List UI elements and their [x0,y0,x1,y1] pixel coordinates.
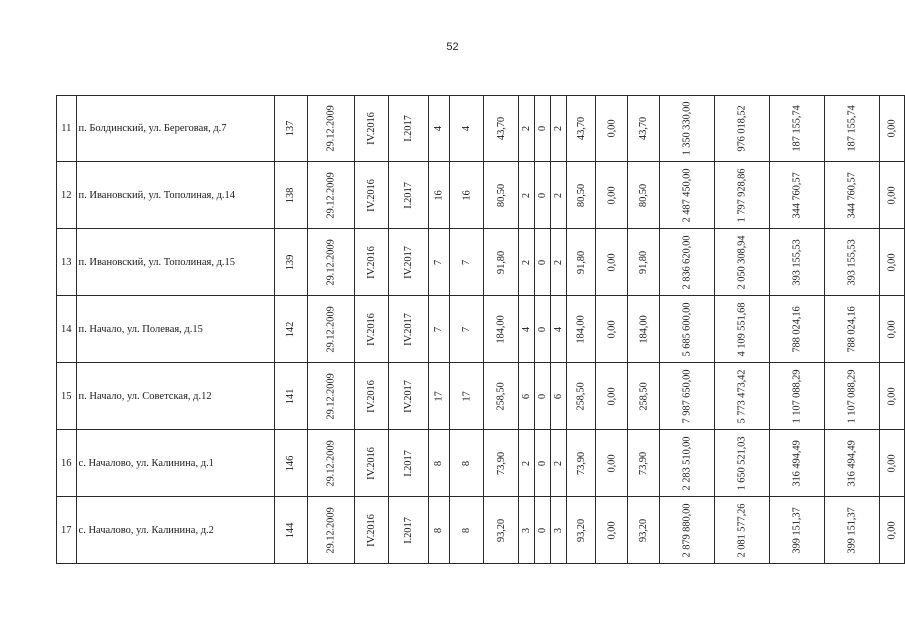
cell-value: 187 155,74 [791,105,803,152]
cell-value: 8 [433,460,445,466]
page-number: 52 [446,41,459,53]
value-cell-c10 [550,96,566,162]
cell-value: 0,00 [606,521,618,539]
cell-value: 0,00 [606,186,618,204]
cell-value: 4 109 551,68 [736,302,748,356]
value-cell-c8 [519,430,534,497]
value-cell-c17 [825,162,880,229]
cell-value: 184,00 [495,314,507,344]
cell-value: 4 [520,326,532,332]
value-cell-c2 [307,229,354,296]
cell-value: IV.2017 [402,312,414,346]
cell-value: 184,00 [638,314,650,344]
value-cell-c12 [596,229,628,296]
cell-value: 142 [285,321,297,337]
row-number-cell: 15 [57,363,77,430]
cell-value: I.2017 [402,115,414,142]
value-cell-c7 [484,497,519,564]
cell-value: 0,00 [606,387,618,405]
value-cell-c13 [628,296,660,363]
value-cell-c1 [274,229,307,296]
value-cell-c3 [355,162,389,229]
cell-value: 91,80 [495,250,507,274]
table-row [57,430,905,497]
cell-value: 2 487 450,00 [681,168,693,222]
cell-value: 393 155,53 [791,238,803,286]
cell-value: 0 [536,192,548,198]
value-cell-c16 [770,296,825,363]
value-cell-c16 [770,363,825,430]
cell-value: 187 155,74 [846,105,858,152]
value-cell-c3 [355,430,389,497]
cell-value: 6 [520,393,532,399]
cell-value: 29.12.2009 [325,506,337,554]
value-cell-c15 [715,162,770,229]
cell-value: 2 879 880,00 [681,503,693,557]
value-cell-c14 [660,430,715,497]
cell-value: 976 018,52 [736,105,748,152]
cell-value: I.2017 [402,181,414,209]
cell-value: 2 [552,259,564,265]
value-cell-c10 [550,430,566,497]
value-cell-c2 [307,430,354,497]
value-cell-c10 [550,363,566,430]
value-cell-c7 [484,430,519,497]
cell-value: 93,20 [575,518,587,542]
cell-value: 73,90 [638,451,650,475]
cell-value: 3 [520,527,532,533]
cell-value: 2 [520,460,532,466]
value-cell-c15 [715,296,770,363]
value-cell-c18 [880,497,905,564]
value-cell-c9 [534,497,550,564]
cell-value: 316 494,49 [791,439,803,487]
value-cell-c4 [388,229,428,296]
value-cell-c15 [715,430,770,497]
cell-value: I.2017 [402,516,414,544]
cell-value: IV.2016 [366,245,378,279]
cell-value: 137 [285,120,297,137]
value-cell-c10 [550,229,566,296]
value-cell-c1 [274,430,307,497]
value-cell-c4 [388,363,428,430]
value-cell-c17 [825,229,880,296]
value-cell-c2 [307,162,354,229]
cell-value: 1 350 330,00 [681,101,693,156]
value-cell-c7 [484,229,519,296]
value-cell-c16 [770,96,825,162]
cell-value: 0 [536,393,548,399]
value-cell-c9 [534,296,550,363]
value-cell-c8 [519,162,534,229]
cell-value: 258,50 [575,381,587,411]
cell-value: 8 [461,527,473,533]
cell-value: 29.12.2009 [325,238,337,286]
value-cell-c16 [770,229,825,296]
value-cell-c14 [660,363,715,430]
cell-value: 1 107 088,29 [846,369,858,423]
value-cell-c5 [428,497,449,564]
value-cell-c9 [534,363,550,430]
cell-value: IV.2017 [402,379,414,413]
value-cell-c18 [880,363,905,430]
cell-value: 0,00 [886,454,898,472]
value-cell-c5 [428,96,449,162]
value-cell-c13 [628,430,660,497]
value-cell-c15 [715,363,770,430]
value-cell-c7 [484,363,519,430]
cell-value: 258,50 [495,381,507,411]
cell-value: 43,70 [575,116,587,141]
value-cell-c12 [596,363,628,430]
value-cell-c14 [660,162,715,229]
cell-value: 2 [520,192,532,198]
cell-value: 0 [536,527,548,533]
housing-program-table [56,95,905,564]
value-cell-c18 [880,296,905,363]
cell-value: 2 283 510,00 [681,436,693,490]
value-cell-c8 [519,296,534,363]
cell-value: 0 [536,125,548,132]
cell-value: 1 797 928,86 [736,168,748,222]
cell-value: 91,80 [638,250,650,274]
value-cell-c15 [715,96,770,162]
value-cell-c4 [388,96,428,162]
value-cell-c6 [449,497,483,564]
value-cell-c18 [880,229,905,296]
value-cell-c3 [355,96,389,162]
cell-value: IV.2016 [366,178,378,212]
cell-value: 4 [433,125,445,132]
cell-value: 17 [461,390,473,402]
cell-value: 93,20 [495,518,507,542]
cell-value: 3 [552,527,564,533]
cell-value: 16 [433,189,445,201]
value-cell-c4 [388,162,428,229]
cell-value: 80,50 [638,183,650,207]
cell-value: IV.2016 [366,513,378,547]
value-cell-c9 [534,229,550,296]
value-cell-c1 [274,497,307,564]
cell-value: IV.2016 [366,379,378,413]
value-cell-c5 [428,162,449,229]
cell-value: 2 [552,125,564,132]
cell-value: 29.12.2009 [325,439,337,487]
cell-value: 16 [461,189,473,201]
cell-value: 8 [461,460,473,466]
cell-value: 0,00 [886,387,898,405]
row-number-cell: 13 [57,229,77,296]
cell-value: 4 [461,125,473,132]
value-cell-c6 [449,229,483,296]
cell-value: 2 [520,259,532,265]
cell-value: 29.12.2009 [325,171,337,219]
value-cell-c11 [567,96,596,162]
value-cell-c17 [825,363,880,430]
value-cell-c13 [628,96,660,162]
value-cell-c13 [628,162,660,229]
value-cell-c4 [388,430,428,497]
value-cell-c16 [770,497,825,564]
value-cell-c16 [770,162,825,229]
cell-value: 43,70 [638,116,650,141]
value-cell-c9 [534,162,550,229]
value-cell-c11 [567,497,596,564]
value-cell-c14 [660,229,715,296]
cell-value: 7 [461,326,473,332]
address-cell: с. Началово, ул. Калинина, д.1 [76,430,274,497]
cell-value: 17 [433,390,445,402]
cell-value: 0 [536,326,548,332]
value-cell-c18 [880,430,905,497]
value-cell-c17 [825,497,880,564]
cell-value: 7 987 650,00 [681,369,693,423]
cell-value: 29.12.2009 [325,305,337,353]
value-cell-c17 [825,96,880,162]
cell-value: 399 151,37 [791,506,803,554]
value-cell-c6 [449,363,483,430]
value-cell-c3 [355,229,389,296]
address-cell: с. Началово, ул. Калинина, д.2 [76,497,274,564]
cell-value: 399 151,37 [846,506,858,554]
value-cell-c11 [567,430,596,497]
cell-value: 0,00 [886,253,898,271]
cell-value: 0,00 [886,119,898,138]
value-cell-c18 [880,162,905,229]
cell-value: 0,00 [606,454,618,472]
value-cell-c6 [449,96,483,162]
cell-value: 4 [552,326,564,332]
cell-value: 344 760,57 [846,171,858,219]
value-cell-c12 [596,296,628,363]
cell-value: 5 773 473,42 [736,369,748,423]
cell-value: 2 081 577,26 [736,503,748,557]
cell-value: 788 024,16 [846,305,858,353]
value-cell-c1 [274,363,307,430]
row-number-cell: 17 [57,497,77,564]
value-cell-c12 [596,430,628,497]
value-cell-c10 [550,162,566,229]
cell-value: 7 [461,259,473,265]
cell-value: 2 [552,460,564,466]
value-cell-c18 [880,96,905,162]
value-cell-c1 [274,296,307,363]
value-cell-c1 [274,96,307,162]
cell-value: 1 650 521,03 [736,436,748,490]
value-cell-c17 [825,430,880,497]
value-cell-c6 [449,430,483,497]
value-cell-c5 [428,229,449,296]
cell-value: 0,00 [606,119,618,138]
cell-value: 0,00 [606,253,618,271]
cell-value: IV.2016 [366,446,378,480]
value-cell-c2 [307,296,354,363]
cell-value: 80,50 [495,183,507,207]
row-number-cell: 11 [57,96,77,162]
cell-value: 8 [433,527,445,533]
table-row [57,497,905,564]
value-cell-c6 [449,162,483,229]
value-cell-c14 [660,497,715,564]
value-cell-c10 [550,497,566,564]
address-cell: п. Начало, ул. Полевая, д.15 [76,296,274,363]
value-cell-c4 [388,497,428,564]
row-number-cell: 12 [57,162,77,229]
cell-value: 93,20 [638,518,650,542]
value-cell-c3 [355,296,389,363]
value-cell-c11 [567,229,596,296]
value-cell-c10 [550,296,566,363]
value-cell-c15 [715,229,770,296]
value-cell-c13 [628,229,660,296]
value-cell-c2 [307,363,354,430]
cell-value: 2 [520,125,532,132]
value-cell-c9 [534,430,550,497]
value-cell-c3 [355,497,389,564]
value-cell-c5 [428,430,449,497]
value-cell-c15 [715,497,770,564]
value-cell-c7 [484,296,519,363]
cell-value: 73,90 [575,451,587,475]
value-cell-c4 [388,296,428,363]
value-cell-c13 [628,497,660,564]
value-cell-c11 [567,296,596,363]
value-cell-c3 [355,363,389,430]
cell-value: 138 [285,187,297,203]
cell-value: 316 494,49 [846,439,858,487]
cell-value: 0 [536,460,548,466]
value-cell-c11 [567,162,596,229]
table-row [57,363,905,430]
cell-value: 2 [552,192,564,198]
value-cell-c14 [660,296,715,363]
cell-value: 7 [433,326,445,332]
value-cell-c9 [534,96,550,162]
value-cell-c16 [770,430,825,497]
cell-value: I.2017 [402,449,414,477]
value-cell-c5 [428,296,449,363]
cell-value: 344 760,57 [791,171,803,219]
cell-value: IV.2017 [402,245,414,279]
cell-value: 73,90 [495,451,507,475]
address-cell: п. Начало, ул. Советская, д.12 [76,363,274,430]
value-cell-c8 [519,96,534,162]
cell-value: 146 [285,455,297,471]
value-cell-c2 [307,497,354,564]
cell-value: 393 155,53 [846,238,858,286]
value-cell-c6 [449,296,483,363]
table-row [57,96,905,162]
row-number-cell: 14 [57,296,77,363]
cell-value: 43,70 [495,116,507,141]
cell-value: 788 024,16 [791,305,803,353]
cell-value: 29.12.2009 [325,372,337,420]
value-cell-c14 [660,96,715,162]
cell-value: 0 [536,259,548,265]
table-row [57,296,905,363]
address-cell: п. Ивановский, ул. Тополиная, д.14 [76,162,274,229]
value-cell-c7 [484,162,519,229]
address-cell: п. Ивановский, ул. Тополиная, д.15 [76,229,274,296]
cell-value: IV.2016 [366,112,378,145]
value-cell-c5 [428,363,449,430]
cell-value: 7 [433,259,445,265]
cell-value: 0,00 [886,320,898,338]
cell-value: 139 [285,254,297,270]
cell-value: 0,00 [886,186,898,204]
cell-value: 1 107 088,29 [791,369,803,423]
table-row [57,229,905,296]
value-cell-c12 [596,497,628,564]
address-cell: п. Болдинский, ул. Береговая, д.7 [76,96,274,162]
value-cell-c12 [596,96,628,162]
cell-value: 2 836 620,00 [681,235,693,289]
value-cell-c8 [519,363,534,430]
value-cell-c1 [274,162,307,229]
value-cell-c12 [596,162,628,229]
cell-value: 80,50 [575,183,587,207]
table-row [57,162,905,229]
value-cell-c2 [307,96,354,162]
row-number-cell: 16 [57,430,77,497]
cell-value: 91,80 [575,250,587,274]
value-cell-c8 [519,497,534,564]
cell-value: 2 050 308,94 [736,235,748,289]
cell-value: 144 [285,522,297,538]
cell-value: 141 [285,388,297,404]
cell-value: 5 685 600,00 [681,302,693,356]
cell-value: 258,50 [638,381,650,411]
cell-value: 0,00 [886,521,898,539]
cell-value: 6 [552,393,564,399]
cell-value: 184,00 [575,314,587,344]
value-cell-c7 [484,96,519,162]
cell-value: 29.12.2009 [325,105,337,152]
value-cell-c13 [628,363,660,430]
value-cell-c17 [825,296,880,363]
value-cell-c11 [567,363,596,430]
cell-value: 0,00 [606,320,618,338]
cell-value: IV.2016 [366,312,378,346]
value-cell-c8 [519,229,534,296]
